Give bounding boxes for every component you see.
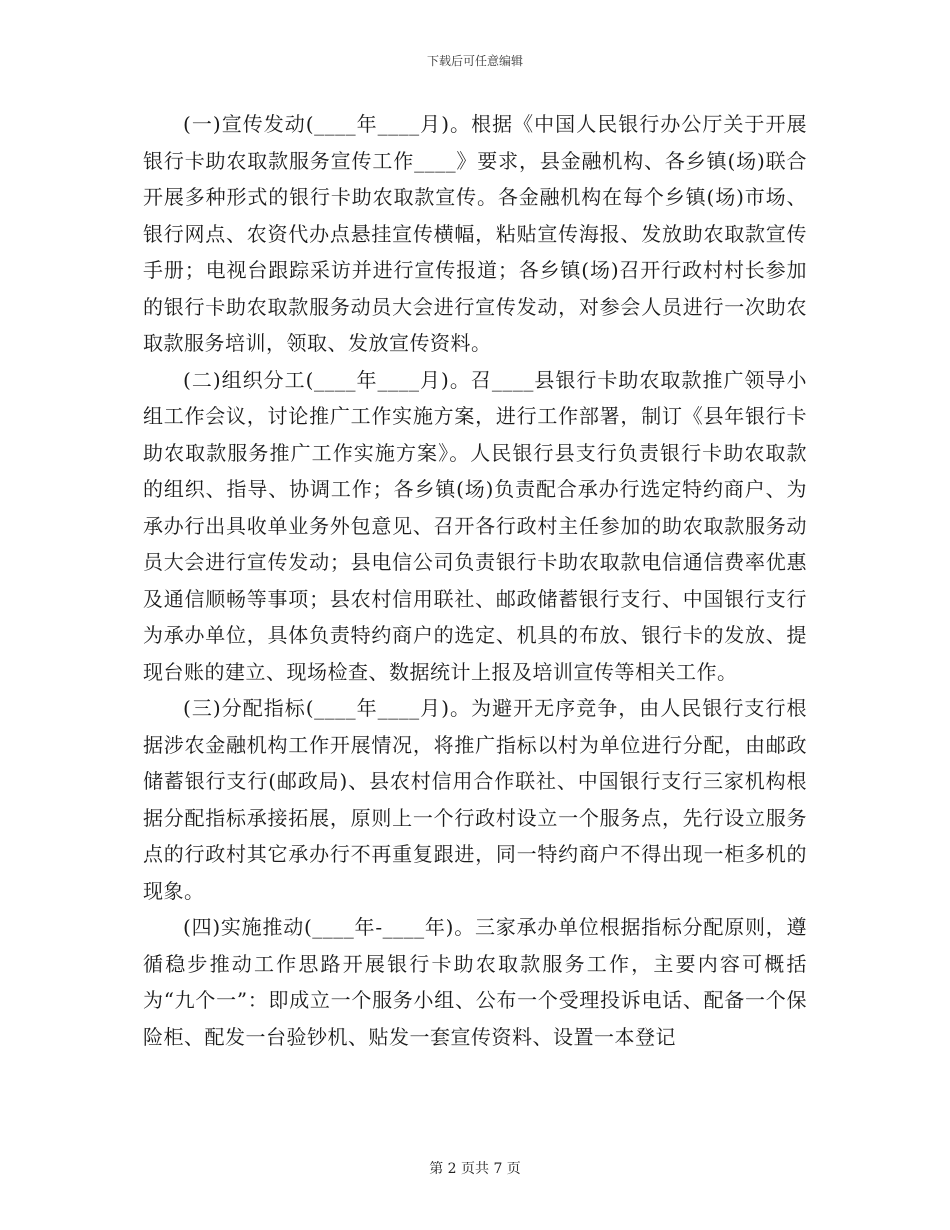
page-header: 下载后可任意编辑 (426, 54, 523, 68)
document-body (143, 106, 807, 1055)
page-footer: 第 2 页共 7 页 (429, 1161, 521, 1177)
paragraph-organization: (二)组织分工(____年____月)。召____县银行卡助农取款推广领导小组工作会议，讨论推广工作实施方案，进行工作部署，制订《县年银行卡助农取款服务推广工作实施方案》。人民银行县支行负责银行卡助农取款的组织、指导、协调工作；各乡镇(场)负责配合承办行选定特约商户、为承办行出具收单业务外包意见、召开各行政村主任参加的助农取款服务动员大会进行宣传发动；县电信公司负责银行卡助农取款电信通信费率优惠及通信顺畅等事项；县农村信用联社、邮政储蓄银行支行、中国银行支行为承办单位，具体负责特约商户的选定、机具的布放、银行卡的发放、提现台账的建立、现场检查、数据统计上报及培训宣传等相关工作。 (143, 367, 807, 684)
paragraph-implementation: (四)实施推动(____年-____年)。三家承办单位根据指标分配原则，遵循稳步推动工作思路开展银行卡助农取款服务工作，主要内容可概括为“九个一”：即成立一个服务小组、公布一个受理投诉电话、配备一个保险柜、配发一台验钞机、贴发一套宣传资料、设置一本登记 (143, 915, 807, 1049)
paragraph-allocation: (三)分配指标(____年____月)。为避开无序竞争，由人民银行支行根据涉农金融机构工作开展情况，将推广指标以村为单位进行分配，由邮政储蓄银行支行(邮政局)、县农村信用合作联社、中国银行支行三家机构根据分配指标承接拓展，原则上一个行政村设立一个服务点，先行设立服务点的行政村其它承办行不再重复跟进，同一特约商户不得出现一柜多机的现象。 (143, 696, 807, 903)
paragraph-publicity: (一)宣传发动(____年____月)。根据《中国人民银行办公厅关于开展银行卡助农取款服务宣传工作____》要求，县金融机构、各乡镇(场)联合开展多种形式的银行卡助农取款宣传。各金融机构在每个乡镇(场)市场、银行网点、农资代办点悬挂宣传横幅，粘贴宣传海报、发放助农取款宣传手册；电视台跟踪采访并进行宣传报道；各乡镇(场)召开行政村村长参加的银行卡助农取款服务动员大会进行宣传发动，对参会人员进行一次助农取款服务培训，领取、发放宣传资料。 (143, 112, 807, 355)
